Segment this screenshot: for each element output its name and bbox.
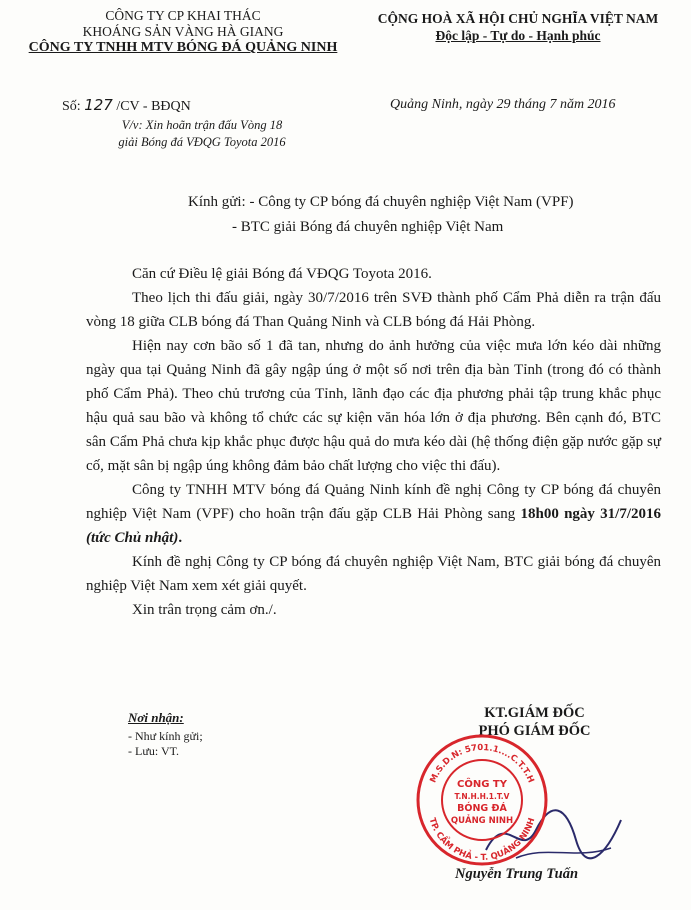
body-paragraph-3: Hiện nay cơn bão số 1 đã tan, nhưng do ảnh hưởng của việc mưa lớn kéo dài những ngày qua tại Quảng Ninh đã gây ngập úng ở một số nơi trên địa bàn Tỉnh (trong đó có thành phố Cẩm Phả). Theo chủ trương của Tỉnh, lãnh đạo các địa phương phải tập trung khắc phục hậu quả sau bão và không tổ chức các sự kiện văn hóa lớn ở địa phương. Bên cạnh đó, BTC sân Cẩm Phả chưa kịp khắc phục được hậu quả do mưa kéo dài (hệ thống điện gặp nước gặp sự cố, mặt sân bị ngập úng không đảm bảo chất lượng cho việc thi đấu). bbox=[86, 338, 661, 474]
so-label: Số: bbox=[62, 99, 81, 114]
signature-role-line1: KT.GIÁM ĐỐC bbox=[484, 705, 585, 721]
recipients-block bbox=[188, 190, 574, 240]
so-number: 127 bbox=[84, 96, 113, 114]
body-paragraph-5: Kính đề nghị Công ty CP bóng đá chuyên nghiệp Việt Nam, BTC giải bóng đá chuyên nghiệp Việt Nam xem xét giải quyết. bbox=[86, 554, 661, 594]
issuer-block bbox=[18, 8, 348, 56]
receivers-block bbox=[128, 710, 203, 759]
request-period: . bbox=[178, 530, 183, 546]
signature-role-line2: PHÓ GIÁM ĐỐC bbox=[478, 723, 591, 739]
body-paragraph-2: Theo lịch thi đấu giải, ngày 30/7/2016 trên SVĐ thành phố Cẩm Phả diễn ra trận đấu vòng 18 giữa CLB bóng đá Than Quảng Ninh và CLB bóng đá Hải Phòng. bbox=[86, 290, 661, 330]
national-header bbox=[352, 10, 684, 44]
issuer-company-name: CÔNG TY TNHH MTV BÓNG ĐÁ QUẢNG NINH bbox=[28, 40, 338, 55]
seal-center-line4: QUẢNG NINH bbox=[450, 816, 514, 826]
body-paragraph-1: Căn cứ Điều lệ giải Bóng đá VĐQG Toyota 2016. bbox=[132, 266, 432, 282]
document-date: Quảng Ninh, ngày 29 tháng 7 năm 2016 bbox=[390, 97, 616, 112]
subject-line bbox=[92, 117, 312, 151]
parent-company-line2: KHOÁNG SẢN VÀNG HÀ GIANG bbox=[82, 24, 284, 39]
company-seal bbox=[414, 732, 550, 868]
receiver-item-1: - Như kính gửi; bbox=[128, 729, 203, 743]
receivers-title: Nơi nhận: bbox=[128, 710, 184, 725]
subject-line1: V/v: Xin hoãn trận đấu Vòng 18 bbox=[121, 118, 283, 132]
receiver-item-2: - Lưu: VT. bbox=[128, 744, 180, 758]
recipient-line2: - BTC giải Bóng đá chuyên nghiệp Việt Nam bbox=[232, 219, 504, 235]
body-paragraph-4 bbox=[86, 478, 661, 550]
document-number bbox=[62, 96, 191, 115]
seal-ring-top: M.S.D.N: 5701.1....C.T.T.H bbox=[428, 742, 536, 785]
body-paragraph-6: Xin trân trọng cảm ơn./. bbox=[132, 602, 277, 618]
seal-center-line2: T.N.H.H.1.T.V bbox=[454, 792, 510, 801]
signer-name: Nguyễn Trung Tuấn bbox=[455, 866, 579, 882]
national-title: CỘNG HOÀ XÃ HỘI CHỦ NGHĨA VIỆT NAM bbox=[377, 11, 659, 26]
request-day-note: (tức Chủ nhật) bbox=[86, 530, 179, 546]
seal-center-line3: BÓNG ĐÁ bbox=[457, 803, 507, 814]
letter-body bbox=[86, 262, 661, 622]
request-text: Công ty TNHH MTV bóng đá Quảng Ninh kính đề nghị Công ty CP bóng đá chuyên nghiệp Việt Nam (VPF) cho hoãn trận đấu gặp CLB Hải Phòng sang bbox=[86, 482, 661, 522]
request-datetime: 18h00 ngày 31/7/2016 bbox=[520, 506, 661, 522]
so-suffix: /CV - BĐQN bbox=[116, 99, 191, 114]
national-motto: Độc lập - Tự do - Hạnh phúc bbox=[435, 28, 601, 43]
seal-ring-bottom: TP. CẨM PHẢ - T. QUẢNG NINH bbox=[426, 816, 538, 864]
recipient-line1: Kính gửi: - Công ty CP bóng đá chuyên nghiệp Việt Nam (VPF) bbox=[188, 194, 574, 210]
parent-company-line1: CÔNG TY CP KHAI THÁC bbox=[105, 8, 261, 23]
subject-line2: giải Bóng đá VĐQG Toyota 2016 bbox=[118, 135, 286, 149]
seal-center-line1: CÔNG TY bbox=[457, 779, 507, 790]
